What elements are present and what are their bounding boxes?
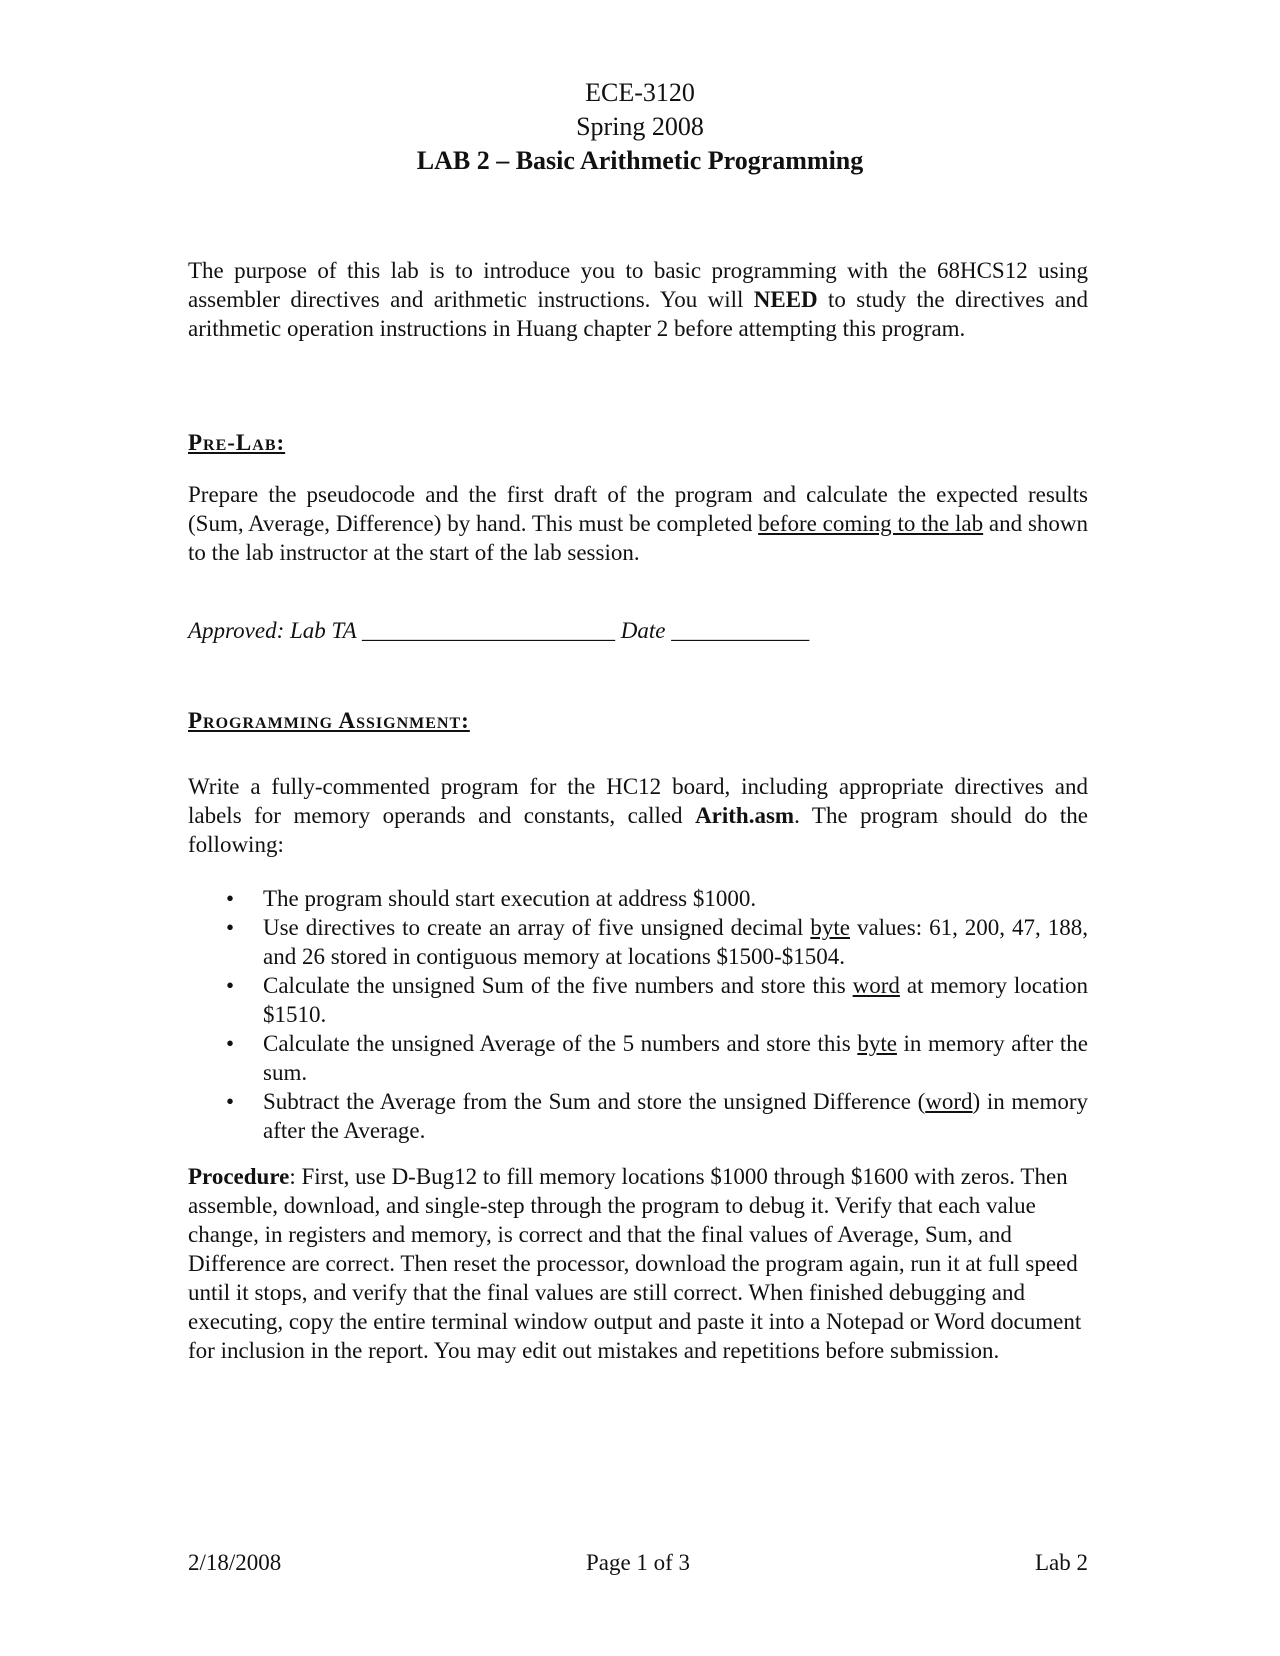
intro-text-2: to study the directives and arithmetic operation instructions in Huang chapter 2 before attempting this program.: [188, 287, 1088, 341]
bullet-icon: •: [226, 973, 235, 998]
list-item-text: at memory location $1510.: [263, 973, 1089, 1027]
intro-need: NEED: [753, 287, 818, 312]
approval-line-block: [188, 616, 1088, 645]
list-item-underlined: word: [925, 1089, 973, 1114]
prelab-heading: Pre-Lab:: [188, 430, 286, 455]
footer-date: 2/18/2008: [188, 1550, 282, 1575]
prelab-text-2: and shown to the lab instructor at the start of the lab session.: [188, 511, 1088, 565]
assignment-intro-text-1: Write a fully-commented program for the HC12 board, including appropriate directives and labels for memory operands and constants, called: [188, 774, 1088, 828]
assignment-filename: Arith.asm: [695, 803, 795, 828]
assignment-intro-text-2: . The program should do the following:: [188, 803, 1089, 857]
intro-paragraph: [188, 256, 1088, 343]
list-item-text: Use directives to create an array of five unsigned decimal: [263, 915, 811, 940]
bullet-icon: •: [226, 1031, 235, 1056]
procedure-paragraph: [188, 1162, 1088, 1365]
assignment-list: [188, 884, 1088, 1145]
footer-page-number: Page 1 of 3: [585, 1550, 691, 1575]
footer-lab: Lab 2: [1034, 1550, 1088, 1575]
list-item: [188, 884, 1088, 913]
list-item-underlined: byte: [857, 1031, 897, 1056]
lab-title: LAB 2 – Basic Arithmetic Programming: [416, 146, 864, 175]
assignment-heading-block: [188, 706, 1088, 735]
procedure-label: Procedure: [188, 1164, 290, 1189]
list-item: [188, 971, 1088, 1029]
assignment-list-block: [188, 884, 1088, 1145]
list-item-text: Calculate the unsigned Average of the 5 numbers and store this: [263, 1031, 858, 1056]
list-item-underlined: byte: [810, 915, 850, 940]
assignment-intro: [188, 772, 1088, 859]
intro-text-1: The purpose of this lab is to introduce you to basic programming with the 68HCS12 using assembler directives and arithmetic instructions. You will: [188, 258, 1088, 312]
course-code: ECE-3120: [585, 78, 695, 107]
bullet-icon: •: [226, 1089, 235, 1114]
procedure-text: : First, use D-Bug12 to fill memory locations $1000 through $1600 with zeros. Then assemble, download, and single-step through the program to debug it. Verify that each value change, in registers and memory, is correct and that the final values of Average, Sum, and Difference are correct. Then reset the processor, download the program again, run it at full speed until it stops, and verify that the final values are still correct. When finished debugging and executing, copy the entire terminal window output and paste it into a Notepad or Word document for inclusion in the report. You may edit out mistakes and repetitions before submission.: [188, 1164, 1082, 1363]
list-item-text: Calculate the unsigned Sum of the five numbers and store this: [263, 973, 853, 998]
prelab-paragraph: [188, 480, 1088, 567]
prelab-text-1: Prepare the pseudocode and the first draft of the program and calculate the expected results (Sum, Average, Difference) by hand. This must be completed: [188, 482, 1088, 536]
list-item-underlined: word: [852, 973, 900, 998]
list-item: [188, 1029, 1088, 1087]
list-item-text: in memory after the sum.: [263, 1031, 1088, 1085]
list-item: [188, 1087, 1088, 1145]
prelab-underlined: before coming to the lab: [758, 511, 984, 536]
title-block: [0, 76, 1280, 178]
bullet-icon: •: [226, 886, 235, 911]
list-item: [188, 913, 1088, 971]
list-item-text: values: 61, 200, 47, 188, and 26 stored in contiguous memory at locations $1500-$1504.: [263, 915, 1088, 969]
assignment-heading: Programming Assignment:: [188, 708, 470, 733]
term: Spring 2008: [576, 112, 704, 141]
approval-line: Approved: Lab TA ______________________ Date ____________: [188, 618, 810, 643]
bullet-icon: •: [226, 915, 235, 940]
prelab-heading-block: [188, 428, 1088, 457]
list-item-text: The program should start execution at address $1000.: [263, 886, 757, 911]
list-item-text: ) in memory after the Average.: [263, 1089, 1088, 1143]
list-item-text: Subtract the Average from the Sum and store the unsigned Difference (: [263, 1089, 926, 1114]
